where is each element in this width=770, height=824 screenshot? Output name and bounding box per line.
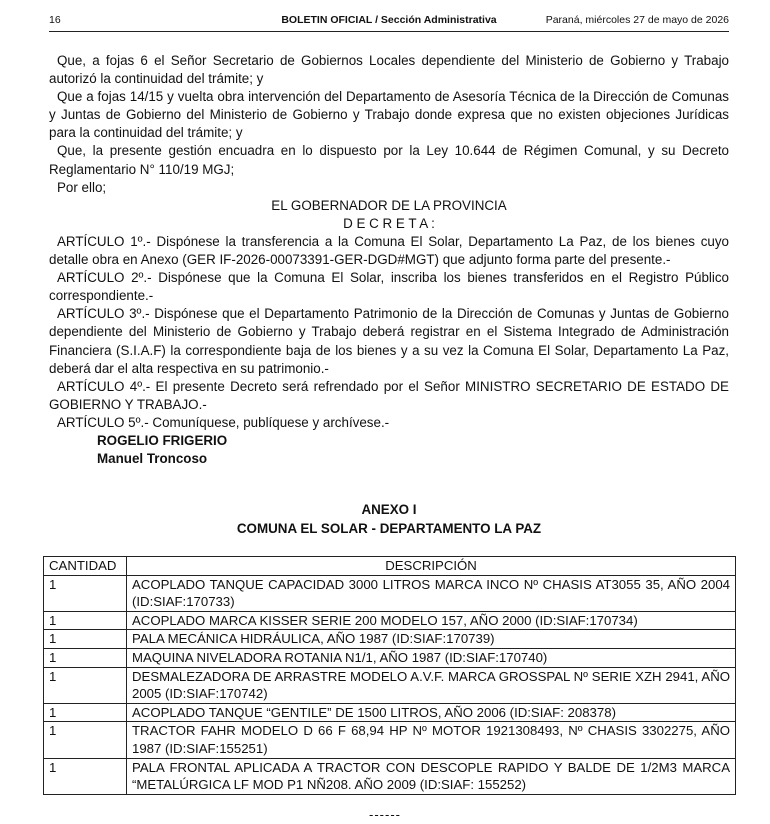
description-cell: PALA MECÁNICA HIDRÁULICA, AÑO 1987 (ID:SIAF:170739) [127,630,736,649]
quantity-cell: 1 [44,722,127,758]
table-row [44,758,736,794]
annex-title: ANEXO I [361,502,417,517]
quantity-cell: 1 [44,611,127,630]
description-cell: TRACTOR FAHR MODELO D 66 F 68,94 HP Nº MOTOR 1921308493, Nº CHASIS 3302275, AÑO 1987 (ID:SIAF:155251) [127,722,736,758]
table-row [44,722,736,758]
quantity-cell: 1 [44,703,127,722]
signature-governor: ROGELIO FRIGERIO [97,432,228,448]
paragraph: Que a fojas 14/15 y vuelta obra intervención del Departamento de Asesoría Técnica de la Dirección de Comunas y Juntas de Gobierno del Ministerio de Gobierno y Trabajo donde expresa que no existen objeciones Jurídicas para la continuidad del trámite; y [49,89,729,141]
description-cell: PALA FRONTAL APLICADA A TRACTOR CON DESCOPLE RAPIDO Y BALDE DE 1/2M3 MARCA “METALÚRGICA LF MOD P1 NÑ208. AÑO 2009 (ID:SIAF: 155252) [127,758,736,794]
signature-minister: Manuel Troncoso [97,451,208,467]
article-5: ARTÍCULO 5º.- Comuníquese, publíquese y archívese.- [57,414,390,430]
table-row [44,630,736,649]
header-divider [49,31,729,32]
quantity-cell: 1 [44,648,127,667]
table-row [44,667,736,703]
annex-subtitle: COMUNA EL SOLAR - DEPARTAMENTO LA PAZ [236,521,542,536]
table-row [44,611,736,630]
article-2: ARTÍCULO 2º.- Dispónese que la Comuna El Solar, inscriba los bienes transferidos en el Registro Público correspondiente.- [49,270,729,304]
quantity-cell: 1 [44,667,127,703]
table-row [44,703,736,722]
page-header [49,14,729,30]
annex-table [43,556,736,795]
paragraph: Por ello; [57,179,107,195]
description-cell: ACOPLADO TANQUE “GENTILE” DE 1500 LITROS, AÑO 2006 (ID:SIAF: 208378) [127,703,736,722]
article-4: ARTÍCULO 4º.- El presente Decreto será refrendado por el Señor MINISTRO SECRETARIO DE ESTADO DE GOBIERNO Y TRABAJO.- [49,378,729,412]
page-number: 16 [49,14,61,26]
annex-heading [49,500,729,538]
quantity-cell: 1 [44,758,127,794]
description-cell: ACOPLADO MARCA KISSER SERIE 200 MODELO 157, AÑO 2000 (ID:SIAF:170734) [127,611,736,630]
bulletin-title: BOLETIN OFICIAL / Sección Administrativa [281,14,497,26]
table-row [44,575,736,611]
article-1: ARTÍCULO 1º.- Dispónese la transferencia a la Comuna El Solar, Departamento La Paz, de los bienes cuyo detalle obra en Anexo (GER IF-2026-00073391-GER-DGD#MGT) que adjunto forma parte del presente.- [49,233,729,268]
decree-heading: D E C R E T A : [343,215,435,231]
end-marker: ------ [369,807,401,822]
table-row [44,648,736,667]
description-cell: ACOPLADO TANQUE CAPACIDAD 3000 LITROS MARCA INCO Nº CHASIS AT3055 35, AÑO 2004 (ID:SIAF:170733) [127,575,736,611]
description-cell: DESMALEZADORA DE ARRASTRE MODELO A.V.F. MARCA GROSSPAL Nº SERIE XZH 2941, AÑO 2005 (ID:SIAF:170742) [127,667,736,703]
publication-date: Paraná, miércoles 27 de mayo de 2026 [545,14,729,26]
table-header-row [44,557,736,576]
article-3: ARTÍCULO 3º.- Dispónese que el Departamento Patrimonio de la Dirección de Comunas y Juntas de Gobierno dependiente del Ministerio de Gobierno y Trabajo deberá registrar en el Sistema Integrado de Administración Financiera (S.I.A.F) la correspondiente baja de los bienes y a su vez la Comuna El Solar, Departamento La Paz, deberá dar el alta respectiva en su patrimonio.- [49,306,729,376]
quantity-cell: 1 [44,575,127,611]
governor-heading: EL GOBERNADOR DE LA PROVINCIA [271,197,507,213]
description-cell: MAQUINA NIVELADORA ROTANIA N1/1, AÑO 1987 (ID:SIAF:170740) [127,648,736,667]
paragraph: Que, a fojas 6 el Señor Secretario de Gobiernos Locales dependiente del Ministerio de Gobierno y Trabajo autorizó la continuidad del trámite; y [49,53,729,87]
decree-body [49,52,729,468]
quantity-cell: 1 [44,630,127,649]
column-header-quantity: CANTIDAD [44,557,127,576]
paragraph: Que, la presente gestión encuadra en lo dispuesto por la Ley 10.644 de Régimen Comunal, y su Decreto Reglamentario N° 110/19 MGJ; [49,143,729,177]
column-header-description: DESCRIPCIÓN [127,557,736,576]
